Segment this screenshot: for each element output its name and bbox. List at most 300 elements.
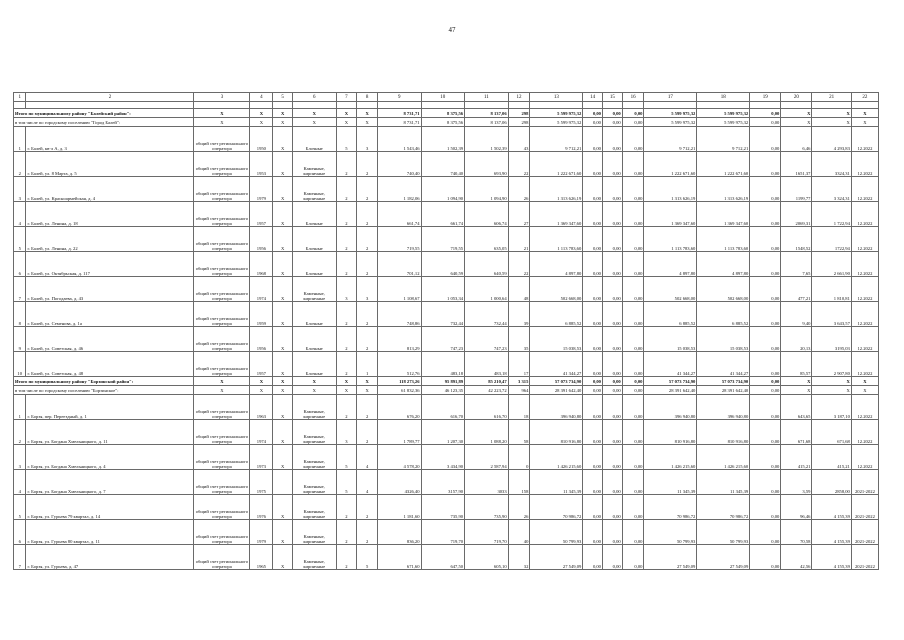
value-cell: 635,05 [465,227,509,252]
value-cell: 27 549,09 [530,545,583,570]
value-cell: 747,23 [465,327,509,352]
value-cell: 643,65 [781,395,812,420]
value-cell: 477,21 [781,277,812,302]
value-cell: 502 668,00 [697,277,750,302]
value-cell: 11 345,39 [530,470,583,495]
value-cell: 671,68 [781,420,812,445]
header-cell: 22 [851,93,878,102]
value-cell: 8 375,56 [421,109,465,118]
value-cell: 1979 [250,177,273,202]
value-cell: 0,00 [750,445,781,470]
row-number-cell: 4 [14,470,26,495]
value-cell: 9 712,21 [644,127,697,152]
value-cell: 27 [508,202,530,227]
row-number-cell: 2 [14,152,26,177]
value-cell: 0,00 [583,495,603,520]
capital-repair-table [13,92,879,570]
value-cell: 1 182,06 [377,177,421,202]
value-cell: 0,00 [622,395,644,420]
row-number-cell: 1 [14,127,26,152]
value-cell: 2 [336,495,357,520]
value-cell: 1 502,39 [465,127,509,152]
row-number-cell: 8 [14,302,26,327]
table-row [14,127,879,152]
value-cell: X [273,127,293,152]
value-cell: 671,68 [812,420,851,445]
value-cell: 415,21 [781,445,812,470]
page-number: 47 [448,26,456,34]
value-cell: 0,00 [602,127,622,152]
value-cell: 0,00 [750,118,781,127]
value-cell: 1965 [250,545,273,570]
value-cell: 1199,77 [781,177,812,202]
value-cell: 27 549,09 [644,545,697,570]
value-cell: 1722,94 [812,227,851,252]
value-cell: 5 599 975,32 [697,109,750,118]
value-cell: 0,00 [750,277,781,302]
value-cell: X [273,109,293,118]
value-cell: Каменные, кирпичные [292,277,336,302]
value-cell: 41 344,27 [697,352,750,377]
value-cell: 0,00 [750,395,781,420]
value-cell: 661,74 [377,202,421,227]
value-cell: 4326,40 [377,470,421,495]
value-cell: 2 [336,202,357,227]
value-cell: X [273,377,293,386]
value-cell: 0,00 [602,495,622,520]
value-cell: 0,00 [622,520,644,545]
empty-cell [14,102,26,109]
value-cell: 0,00 [622,470,644,495]
value-cell: X [292,118,336,127]
value-cell: 0,00 [583,420,603,445]
value-cell: X [250,118,273,127]
value-cell: 11 345,39 [644,470,697,495]
value-cell: 415,21 [812,445,851,470]
value-cell: 0,00 [622,177,644,202]
empty-cell [851,102,878,109]
value-cell: общий счет регионального оператора [194,420,250,445]
value-cell: 6 885,52 [530,302,583,327]
value-cell: X [273,495,293,520]
value-cell: 605,10 [465,545,509,570]
row-number-cell: 3 [14,177,26,202]
empty-cell [357,102,378,109]
value-cell: общий счет регионального оператора [194,327,250,352]
table-row [14,252,879,277]
value-cell: 661,74 [421,202,465,227]
address-cell: г. Балей, ул. Советская, д. 48 [26,352,194,377]
value-cell: 3157,90 [421,470,465,495]
value-cell: 46 123,35 [421,386,465,395]
value-cell: 719,70 [465,520,509,545]
value-cell: 719,55 [421,227,465,252]
value-cell: 2021-2022 [851,520,878,545]
value-cell: 1956 [250,227,273,252]
value-cell: 2 [357,177,378,202]
header-cell: 14 [583,93,603,102]
value-cell: 0,00 [602,420,622,445]
settlement-total-row [14,118,879,127]
value-cell: 1976 [250,495,273,520]
empty-cell [812,102,851,109]
value-cell: 12.2022 [851,277,878,302]
value-cell: X [851,386,878,395]
value-cell: 2021-2022 [851,470,878,495]
value-cell: X [194,118,250,127]
value-cell: Каменные, кирпичные [292,520,336,545]
value-cell: X [194,386,250,395]
header-cell: 4 [250,93,273,102]
value-cell: 0,00 [583,302,603,327]
value-cell: 158 [508,470,530,495]
row-number-cell: 7 [14,545,26,570]
table-row [14,495,879,520]
empty-cell [583,102,603,109]
value-cell: 1 113 783,60 [697,227,750,252]
value-cell: 5 [336,127,357,152]
value-cell: 0,00 [583,177,603,202]
table-row [14,302,879,327]
value-cell: общий счет регионального оператора [194,395,250,420]
value-cell: 2 [357,252,378,277]
value-cell: 5 599 975,32 [530,118,583,127]
value-cell: 28 391 642,40 [530,386,583,395]
value-cell: 5 599 975,32 [644,118,697,127]
value-cell: X [273,118,293,127]
value-cell: 12.2022 [851,327,878,352]
value-cell: X [851,118,878,127]
value-cell: 0,00 [602,227,622,252]
value-cell: 2 [336,327,357,352]
value-cell: 2 [336,302,357,327]
value-cell: 2021-2022 [851,495,878,520]
value-cell: X [812,386,851,395]
value-cell: 298 [508,118,530,127]
value-cell: 0,00 [750,420,781,445]
table-row [14,445,879,470]
value-cell: 1 094,90 [421,177,465,202]
value-cell: 22 [508,252,530,277]
value-cell: X [273,252,293,277]
value-cell: 810 916,80 [697,420,750,445]
value-cell: 0,00 [602,152,622,177]
value-cell: 0,00 [622,152,644,177]
header-cell: 19 [750,93,781,102]
address-cell: г. Балей, кв-л А, д. 3 [26,127,194,152]
value-cell: 693,90 [465,152,509,177]
address-cell: г. Балей, ул. Советская, д. 46 [26,327,194,352]
value-cell: 12.2022 [851,127,878,152]
value-cell: X [851,377,878,386]
table-row [14,327,879,352]
value-cell: 671,60 [377,545,421,570]
value-cell: 1 426 215,60 [697,445,750,470]
value-cell: 1 000,64 [465,277,509,302]
value-cell: Блочные [292,127,336,152]
value-cell: 1 313 626,19 [644,177,697,202]
value-cell: 4 897,80 [697,252,750,277]
address-cell: г. Борзя, ул. Гурьева 80 квартал, д. 11 [26,520,194,545]
value-cell: 606,74 [465,202,509,227]
value-cell: 0,00 [750,227,781,252]
value-cell: 0,00 [750,109,781,118]
value-cell: 0,00 [583,118,603,127]
value-cell: 0,00 [622,202,644,227]
value-cell: 8 375,56 [421,118,465,127]
value-cell: 15 038,53 [697,327,750,352]
row-number-cell: 3 [14,445,26,470]
value-cell: 2858,00 [812,470,851,495]
value-cell: 2 [336,152,357,177]
value-cell: 0,00 [583,520,603,545]
value-cell: 8 731,71 [377,109,421,118]
value-cell: 3 [357,127,378,152]
value-cell: 3 [336,420,357,445]
value-cell: 70 986,72 [530,495,583,520]
value-cell: 0,00 [622,545,644,570]
header-cell: 15 [602,93,622,102]
value-cell: общий счет регионального оператора [194,202,250,227]
value-cell: 2 [336,395,357,420]
address-cell: г. Борзя, ул. Богдана Хмельницкого, д. 11 [26,420,194,445]
value-cell: 0,00 [750,495,781,520]
value-cell: 0,00 [602,520,622,545]
value-cell: 0,00 [583,202,603,227]
value-cell: 3 187,10 [812,395,851,420]
value-cell: 3 434,90 [421,445,465,470]
value-cell: 2 [336,252,357,277]
value-cell: 61 832,36 [377,386,421,395]
value-cell: 483,18 [421,352,465,377]
value-cell: 0,00 [622,420,644,445]
value-cell: 1 113 783,60 [530,227,583,252]
value-cell: 70 986,72 [644,495,697,520]
value-cell: 5 599 975,32 [644,109,697,118]
value-cell: Блочные [292,327,336,352]
value-cell: 0,00 [750,386,781,395]
value-cell: 57 073 734,90 [697,377,750,386]
empty-cell [697,102,750,109]
value-cell: 1 722,94 [812,202,851,227]
value-cell: 18 [508,395,530,420]
value-cell: X [336,109,357,118]
header-cell: 18 [697,93,750,102]
value-cell: 0,00 [583,227,603,252]
value-cell: 1 207,30 [421,420,465,445]
address-cell: г. Борзя, пер. Переездный, д. 1 [26,395,194,420]
value-cell: 735,90 [465,495,509,520]
header-cell: 1 [14,93,26,102]
value-cell: 7,65 [781,252,812,277]
header-row [14,93,879,102]
value-cell: 735,90 [421,495,465,520]
header-cell: 16 [622,93,644,102]
value-cell: 1959 [250,302,273,327]
value-cell: 2069,31 [781,202,812,227]
spacer-row [14,102,879,109]
value-cell: 701,12 [377,252,421,277]
value-cell: 0,00 [750,352,781,377]
value-cell: общий счет регионального оператора [194,352,250,377]
value-cell: X [273,520,293,545]
value-cell: 1953 [250,152,273,177]
value-cell: X [336,386,357,395]
value-cell: 2 [357,202,378,227]
value-cell: X [781,118,812,127]
value-cell: 0,00 [750,252,781,277]
value-cell: 502 668,00 [644,277,697,302]
value-cell: Каменные, кирпичные [292,177,336,202]
value-cell: 15 038,53 [530,327,583,352]
value-cell: 70 986,72 [697,495,750,520]
value-cell: 740,40 [377,152,421,177]
value-cell: 41 344,27 [530,352,583,377]
value-cell: 813,29 [377,327,421,352]
value-cell: X [812,109,851,118]
value-cell: 4 897,80 [644,252,697,277]
value-cell: 1 369 347,60 [697,202,750,227]
value-cell: X [273,277,293,302]
value-cell: 21 [508,227,530,252]
header-cell: 17 [644,93,697,102]
value-cell: 41 344,27 [644,352,697,377]
value-cell: X [781,109,812,118]
row-number-cell: 6 [14,520,26,545]
table-row [14,420,879,445]
value-cell: 0,00 [583,395,603,420]
header-cell: 10 [421,93,465,102]
value-cell: 0,00 [602,445,622,470]
value-cell: 70,58 [781,520,812,545]
value-cell: 22 [508,152,530,177]
value-cell: 12.2022 [851,445,878,470]
empty-cell [292,102,336,109]
value-cell: общий счет регионального оператора [194,277,250,302]
value-cell: X [273,420,293,445]
value-cell: 12.2022 [851,352,878,377]
value-cell: 964 [508,386,530,395]
value-cell: 0,00 [602,377,622,386]
address-cell: г. Борзя, ул. Богдана Хмельницкого, д. 7 [26,470,194,495]
value-cell: 9 712,21 [697,127,750,152]
value-cell: 810 916,80 [644,420,697,445]
table-row [14,177,879,202]
value-cell: 0,00 [583,470,603,495]
address-cell: г. Борзя, ул. Богдана Хмельницкого, д. 4 [26,445,194,470]
value-cell: 1 [357,352,378,377]
value-cell: 12.2022 [851,152,878,177]
value-cell: X [273,445,293,470]
value-cell: 2 [357,520,378,545]
value-cell: 1957 [250,352,273,377]
value-cell: 5 [336,470,357,495]
value-cell: общий счет регионального оператора [194,177,250,202]
value-cell: 1 313 626,19 [530,177,583,202]
value-cell: 0,00 [622,109,644,118]
address-cell: г. Борзя, ул. Гурьева, д. 47 [26,545,194,570]
value-cell: 0,00 [602,277,622,302]
value-cell: 502 668,00 [530,277,583,302]
value-cell: 0,00 [602,395,622,420]
header-cell: 2 [26,93,194,102]
value-cell: 1979 [250,520,273,545]
value-cell: общий счет регионального оператора [194,302,250,327]
value-cell: 0,00 [602,327,622,352]
value-cell: 3 [336,277,357,302]
value-cell: Каменные, кирпичные [292,470,336,495]
row-number-cell: 5 [14,227,26,252]
value-cell: 1 113 783,60 [644,227,697,252]
address-cell: г. Балей, ул. Ленина, д. 18 [26,202,194,227]
value-cell: 0,00 [583,545,603,570]
value-cell: 1968 [250,252,273,277]
value-cell: 0,00 [622,302,644,327]
value-cell: общий счет регионального оператора [194,520,250,545]
total-label-cell: Итого по муниципальному району "Балейский район": [14,109,194,118]
value-cell: 26 [508,495,530,520]
value-cell: Каменные, кирпичные [292,420,336,445]
empty-cell [781,102,812,109]
value-cell: 28 391 642,40 [697,386,750,395]
value-cell: X [292,386,336,395]
table-row [14,152,879,177]
value-cell: 0,00 [622,252,644,277]
value-cell: 0,00 [622,445,644,470]
value-cell: Блочные [292,302,336,327]
row-number-cell: 7 [14,277,26,302]
value-cell: 1957 [250,202,273,227]
value-cell: 2021-2022 [851,545,878,570]
value-cell: 0,00 [583,277,603,302]
value-cell: 57 073 734,90 [530,377,583,386]
value-cell: 0,00 [602,118,622,127]
value-cell: 3195,03 [812,327,851,352]
address-cell: г. Балей, ул. Ленина, д. 22 [26,227,194,252]
value-cell: 3033 [465,470,509,495]
value-cell: 4 293,83 [812,127,851,152]
value-cell: 6,46 [781,127,812,152]
value-cell: 0,00 [622,277,644,302]
value-cell: X [273,545,293,570]
value-cell: 1 369 347,60 [644,202,697,227]
empty-cell [273,102,293,109]
value-cell: 8 137,06 [465,109,509,118]
value-cell: 1 222 671,60 [530,152,583,177]
empty-cell [250,102,273,109]
value-cell: 0,00 [750,177,781,202]
value-cell: общий счет регионального оператора [194,470,250,495]
empty-cell [530,102,583,109]
value-cell: 12.2022 [851,227,878,252]
value-cell: 35 [508,327,530,352]
value-cell: X [336,118,357,127]
table-row [14,545,879,570]
value-cell: 836,20 [377,520,421,545]
value-cell: 676,20 [377,395,421,420]
total-label-cell: в том числе по городскому поселению "Город Балей": [14,118,194,127]
value-cell: общий счет регионального оператора [194,127,250,152]
value-cell: 5 599 975,32 [697,118,750,127]
value-cell: X [273,302,293,327]
value-cell: 118 273,26 [377,377,421,386]
value-cell: 57 073 734,90 [644,377,697,386]
value-cell: X [273,386,293,395]
header-cell: 13 [530,93,583,102]
value-cell: X [250,377,273,386]
value-cell: Каменные, кирпичные [292,152,336,177]
value-cell: 3324,31 [812,152,851,177]
